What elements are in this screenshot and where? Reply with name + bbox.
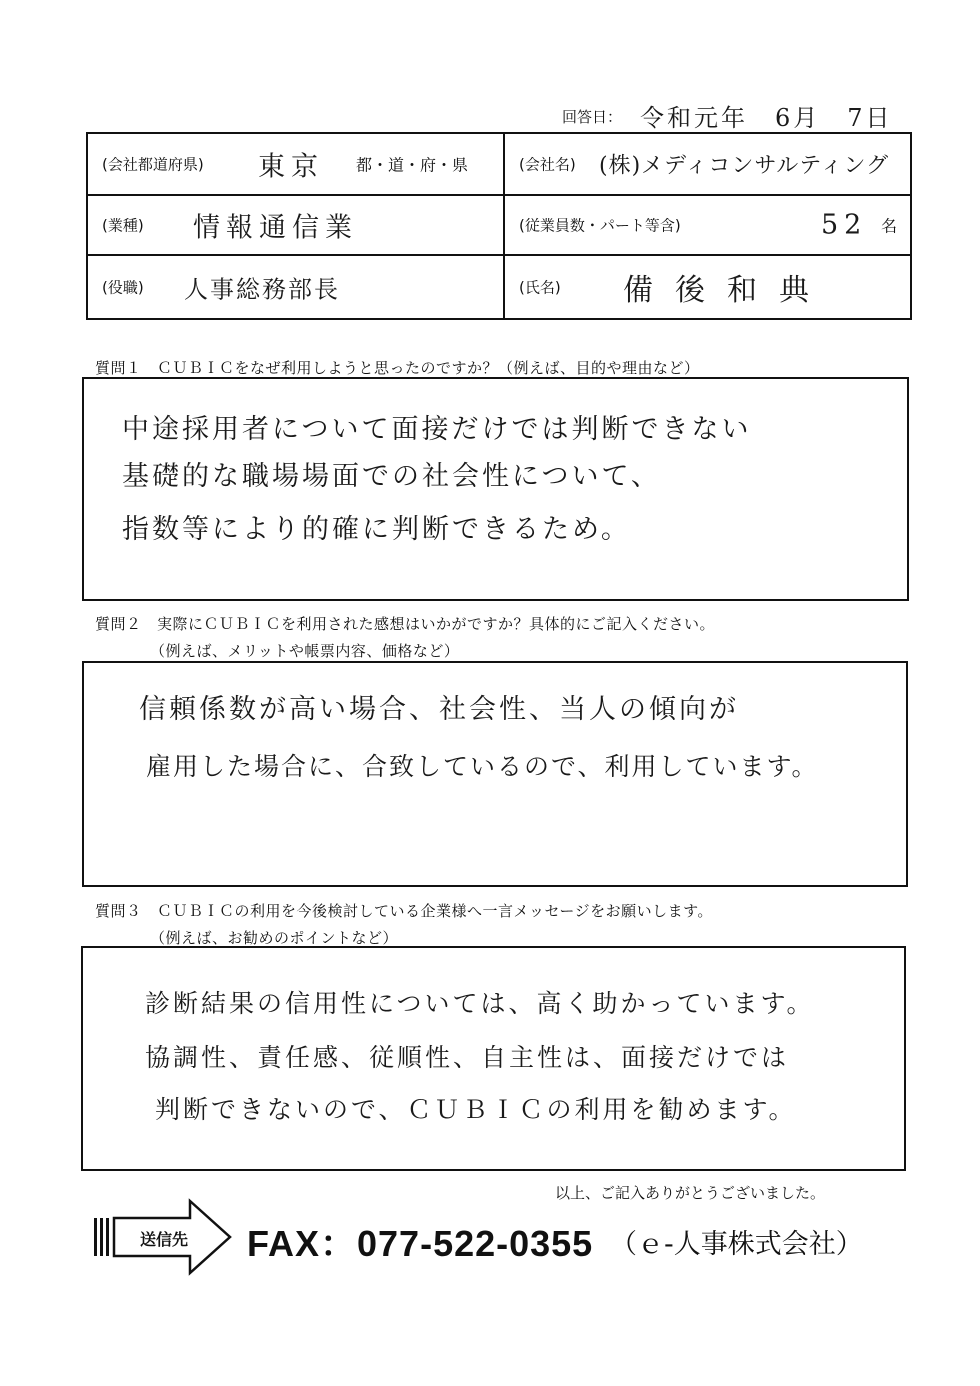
- q2-example: （例えば、メリットや帳票内容、価格など）: [150, 642, 460, 660]
- company-info-table: [86, 132, 912, 320]
- name-label: (氏名): [518, 278, 561, 297]
- fax-number: FAX：077-522-0355: [247, 1223, 594, 1264]
- position-value: 人事総務部長: [184, 275, 340, 304]
- send-to-label: 送信先: [140, 1230, 189, 1249]
- q1-answer-box: [82, 377, 909, 601]
- company-value: (株)メディコンサルティング: [598, 153, 890, 179]
- pref-label: (会社都道府県): [102, 155, 204, 174]
- pref-suffix: 都・道・府・県: [356, 155, 469, 175]
- q1-question: 質問１ ＣＵＢＩＣをなぜ利用しようと思ったのですか？（例えば、目的や理由など）: [95, 359, 700, 377]
- pref-value: 東京: [258, 151, 324, 183]
- q3-question: 質問３ ＣＵＢＩＣの利用を今後検討している企業様へ一言メッセージをお願いします。: [95, 902, 713, 920]
- employees-value: 52: [820, 209, 868, 241]
- q2-answer-line-1: 信頼係数が高い場合、社会性、当人の傾向が: [139, 694, 739, 725]
- answer-date-value: 令和元年 6月 7日: [640, 104, 893, 132]
- q1-answer-line-1: 中途採用者について面接だけでは判断できない: [122, 414, 752, 445]
- q3-answer-line-1: 診断結果の信用性については、高く助かっています。: [145, 989, 815, 1018]
- position-label: (役職): [102, 278, 144, 297]
- company-label: (会社名): [518, 155, 576, 174]
- company-cell: [504, 133, 911, 195]
- name-cell: [504, 255, 911, 319]
- answer-date-label: 回答日：: [562, 108, 623, 126]
- name-value: 備後和典: [622, 273, 831, 308]
- q3-answer-line-2: 協調性、責任感、従順性、自主性は、面接だけでは: [145, 1043, 790, 1072]
- employees-cell: [504, 195, 911, 255]
- q3-example: （例えば、お勧めのポイントなど）: [150, 929, 399, 947]
- q2-answer-box: [82, 661, 908, 887]
- position-cell: [87, 255, 504, 319]
- thanks-text: 以上、ご記入ありがとうございました。: [555, 1184, 826, 1202]
- fax-company: （ｅ-人事株式会社）: [610, 1229, 863, 1260]
- employees-label: (従業員数・パート等含): [518, 216, 681, 235]
- industry-value: 情報通信業: [193, 212, 358, 244]
- q1-answer-line-2: 基礎的な職場場面での社会性について、: [122, 461, 661, 492]
- q3-answer-line-3: 判断できないので、ＣＵＢＩＣの利用を勧めます。: [155, 1095, 797, 1124]
- employees-unit: 名: [880, 216, 897, 236]
- industry-label: (業種): [102, 216, 144, 235]
- q2-answer-line-2: 雇用した場合に、合致しているので、利用しています。: [146, 752, 819, 781]
- industry-cell: [87, 195, 504, 255]
- q2-question: 質問２ 実際にＣＵＢＩＣを利用された感想はいかがですか？具体的にご記入ください。: [95, 615, 716, 633]
- pref-cell: [87, 133, 504, 195]
- q3-answer-box: [81, 946, 906, 1171]
- q1-answer-line-3: 指数等により的確に判断できるため。: [122, 514, 631, 545]
